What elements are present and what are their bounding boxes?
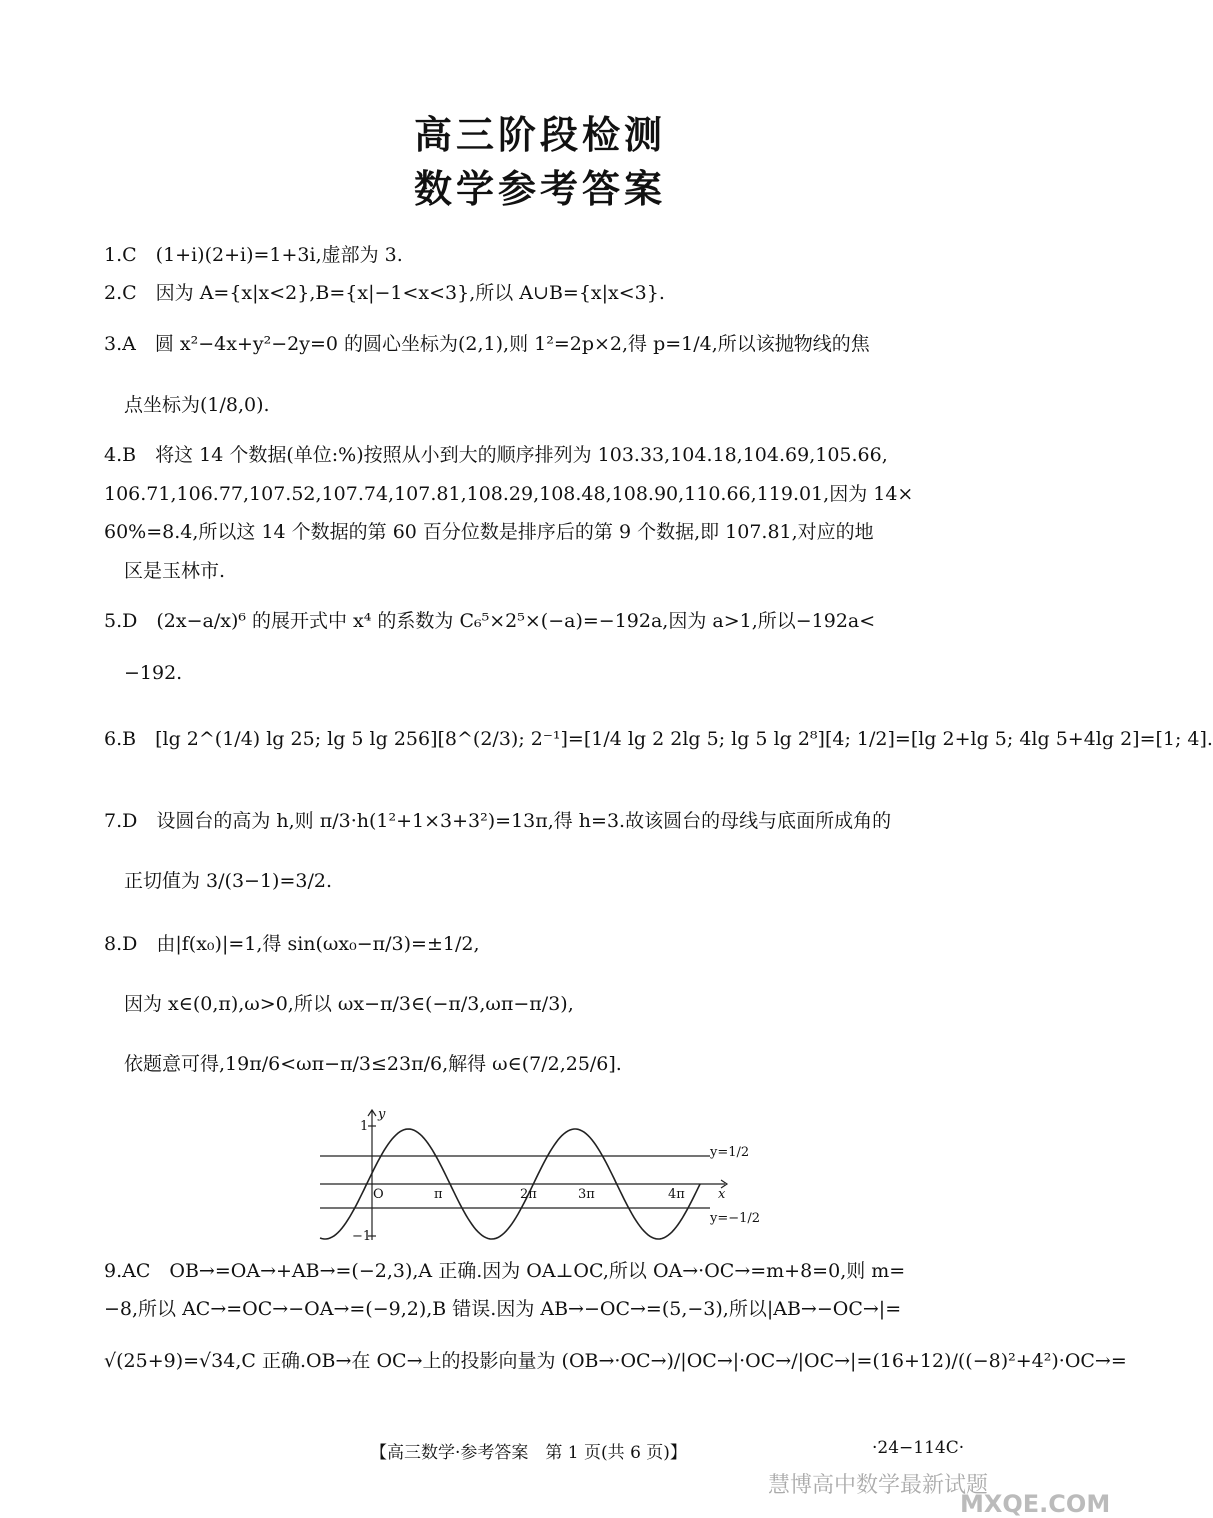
- answer-line: 106.71,106.77,107.52,107.74,107.81,108.29,108.48,108.90,110.66,119.01,因为 14×: [104, 483, 914, 505]
- page-title: 高三阶段检测: [413, 113, 666, 157]
- y-axis-label: y: [378, 1107, 386, 1122]
- sine-graph: [320, 1108, 760, 1244]
- tick-one: 1: [360, 1119, 369, 1134]
- answer-line: 4.B 将这 14 个数据(单位:%)按照从小到大的顺序排列为 103.33,104.18,104.69,105.66,: [104, 444, 888, 466]
- answer-line: 区是玉林市.: [124, 560, 226, 582]
- tick-three-pi: 3π: [578, 1187, 595, 1202]
- tick-minus-one: −1: [352, 1229, 372, 1244]
- answer-line: 因为 x∈(0,π),ω>0,所以 ωx−π/3∈(−π/3,ωπ−π/3),: [124, 993, 574, 1015]
- answer-line: 依题意可得,19π/6<ωπ−π/3≤23π/6,解得 ω∈(7/2,25/6].: [124, 1053, 622, 1075]
- label-line-top: y=1/2: [710, 1145, 750, 1160]
- footer-code: ·24−114C·: [872, 1438, 965, 1458]
- answer-line: 2.C 因为 A={x|x<2},B={x|−1<x<3},所以 A∪B={x|x<3}.: [104, 282, 665, 304]
- watermark-text: 慧博高中数学最新试题: [768, 1473, 989, 1498]
- tick-four-pi: 4π: [668, 1187, 685, 1202]
- answer-line: 1.C (1+i)(2+i)=1+3i,虚部为 3.: [104, 244, 403, 266]
- answer-line: 60%=8.4,所以这 14 个数据的第 60 百分位数是排序后的第 9 个数据,即 107.81,对应的地: [104, 521, 874, 543]
- tick-pi: π: [434, 1187, 443, 1202]
- answer-line: 3.A 圆 x²−4x+y²−2y=0 的圆心坐标为(2,1),则 1²=2p×2,得 p=1/4,所以该抛物线的焦: [104, 333, 870, 355]
- answer-line: √(25+9)=√34,C 正确.OB→在 OC→上的投影向量为 (OB→·OC→)/|OC→|·OC→/|OC→|=(16+12)/((−8)²+4²)·OC→=: [104, 1350, 1127, 1372]
- answer-line: 正切值为 3/(3−1)=3/2.: [124, 870, 332, 892]
- answer-line: 9.AC OB→=OA→+AB→=(−2,3),A 正确.因为 OA⊥OC,所以 OA→·OC→=m+8=0,则 m=: [104, 1260, 906, 1282]
- answer-line: 8.D 由|f(x₀)|=1,得 sin(ωx₀−π/3)=±1/2,: [104, 933, 480, 955]
- footer-page-info: 【高三数学·参考答案 第 1 页(共 6 页)】: [370, 1443, 687, 1463]
- answer-line: −192.: [124, 662, 183, 684]
- page-subtitle: 数学参考答案: [413, 167, 666, 211]
- x-axis-label: x: [718, 1187, 726, 1202]
- answer-line: 点坐标为(1/8,0).: [124, 394, 270, 416]
- watermark-site: MXQE.COM: [960, 1490, 1111, 1518]
- answer-line: 5.D (2x−a/x)⁶ 的展开式中 x⁴ 的系数为 C₆⁵×2⁵×(−a)=−192a,因为 a>1,所以−192a<: [104, 610, 876, 632]
- tick-two-pi: 2π: [520, 1187, 537, 1202]
- answer-line: 7.D 设圆台的高为 h,则 π/3·h(1²+1×3+3²)=13π,得 h=3.故该圆台的母线与底面所成角的: [104, 810, 892, 832]
- origin-label: O: [373, 1187, 384, 1202]
- answer-line: −8,所以 AC→=OC→−OA→=(−9,2),B 错误.因为 AB→−OC→=(5,−3),所以|AB→−OC→|=: [104, 1298, 902, 1320]
- label-line-bottom: y=−1/2: [710, 1211, 761, 1226]
- answer-line: 6.B [lg 2^(1/4) lg 25; lg 5 lg 256][8^(2/3); 2⁻¹]=[1/4 lg 2 2lg 5; lg 5 lg 2⁸][4; 1/2]=[lg 2+lg 5; 4lg 5+4lg 2]=[1; 4].: [104, 728, 1213, 750]
